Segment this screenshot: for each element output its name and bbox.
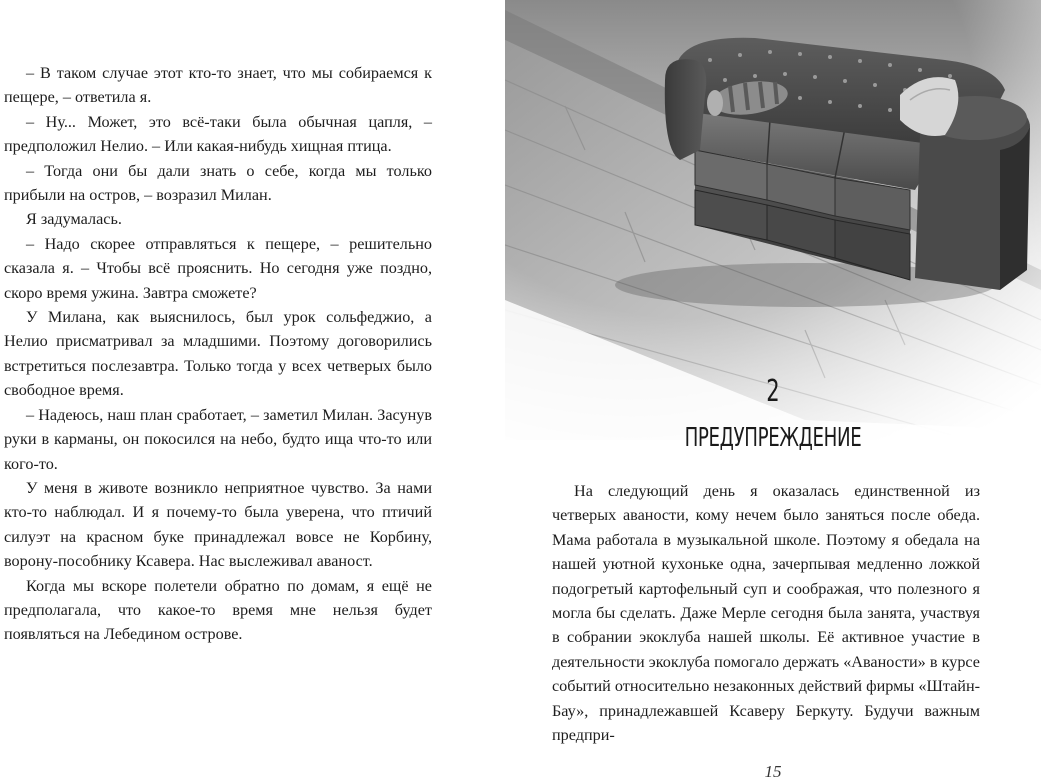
paragraph: На следующий день я оказалась единственной из четверых аваности, кому нечем было заняться после обеда. Мама работала в музыкальной школе. Поэтому я обедала на нашей уютной кухоньке одна, зачерпывая медленно ложкой подогретый картофельный суп и соображая, что полезного я могла бы сделать. Даже Мерле сегодня была занята, участвуя в собрании экоклуба нашей школы. Её активное участие в деятельности экоклуба помогало держать «Аваности» в курсе событий относительно незаконных действий фирмы «Штайн-Бау», принадлежавшей Ксаверу Беркуту. Будучи важным предпри- (552, 482, 980, 745)
page-number: 15 (764, 762, 782, 781)
paragraph: – Тогда они бы дали знать о себе, когда мы только прибыли на остров, – возразил Милан. (4, 161, 432, 205)
paragraph: У Милана, как выяснилось, был урок сольфеджио, а Нелио присматривал за младшими. Поэтому договорились встретиться послезавтра. Только тогда у всех четверых было свободное время. (4, 308, 432, 400)
left-page-text (4, 61, 432, 647)
paragraph: Когда мы вскоре полетели обратно по домам, я ещё не предполагала, что какое-то время мне нельзя будет появляться на Лебедином острове. (4, 576, 432, 644)
chapter-title: ПРЕДУПРЕЖДЕНИЕ (684, 423, 862, 453)
right-page-text (552, 479, 980, 747)
sofa-left-armrest (665, 59, 706, 160)
right-page (505, 0, 1041, 781)
paragraph: – Ну... Может, это всё-таки была обычная цапля, – предположил Нелио. – Или какая-нибудь хищная птица. (4, 112, 432, 156)
paragraph: – Надеюсь, наш план сработает, – заметил Милан. Засунув руки в карманы, он покосился на небо, будто ища что-то или кого-то. (4, 405, 432, 473)
paragraph: У меня в животе возникло неприятное чувство. За нами кто-то наблюдал. И я почему-то была уверена, что птичий силуэт на красном буке принадлежал вовсе не Корбину, ворону-пособнику Ксавера. Нас выслеживал аваност. (4, 478, 432, 571)
paragraph: – В таком случае этот кто-то знает, что мы собираемся к пещере, – ответила я. (4, 64, 432, 107)
chapter-number: 2 (766, 374, 780, 409)
paragraph: – Надо скорее отправляться к пещере, – решительно сказала я. – Чтобы всё прояснить. Но сегодня уже поздно, скоро время ужина. Завтра сможете? (4, 234, 432, 302)
paragraph: Я задумалась. (26, 210, 122, 229)
left-page (0, 0, 505, 781)
